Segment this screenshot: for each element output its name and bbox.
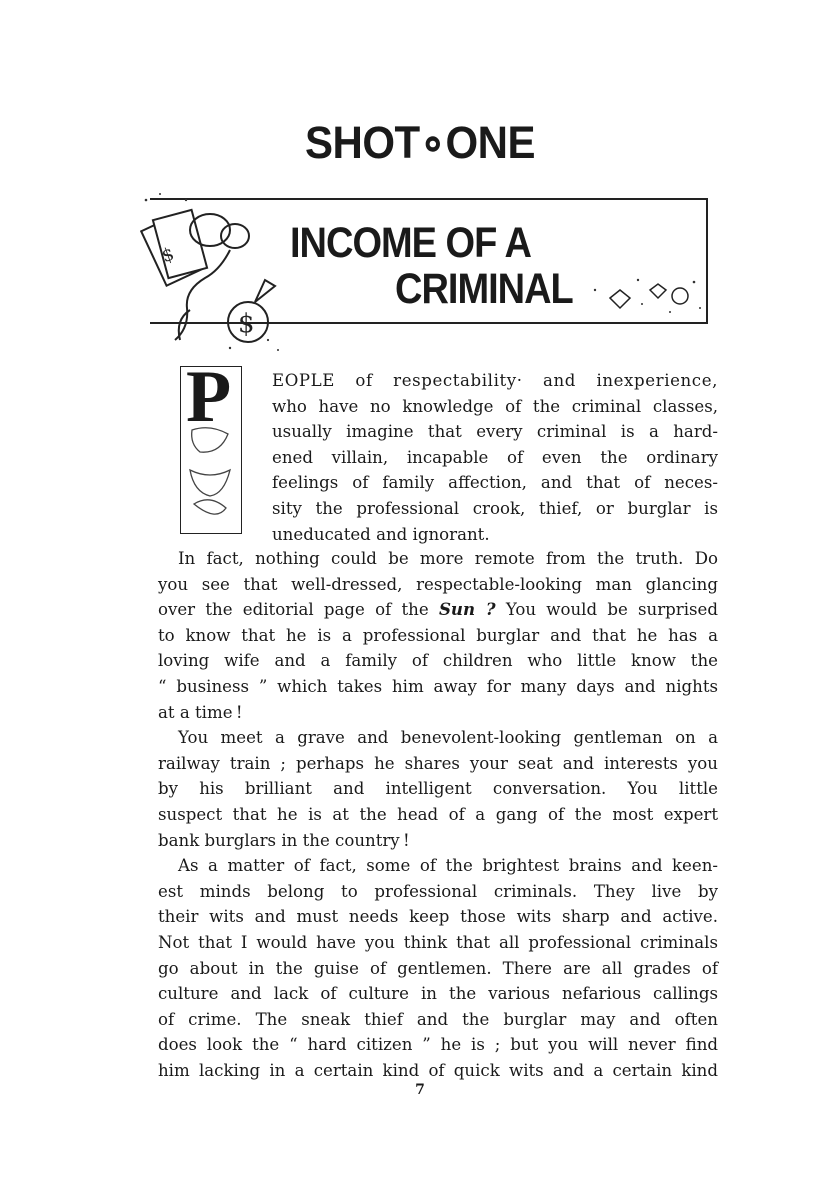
text-line	[158, 597, 718, 623]
newspaper-name: Sun ?	[438, 599, 496, 620]
text-line: You meet a grave and benevolent-looking gentleman on a	[178, 728, 718, 748]
text-line: feelings of family affection, and that of neces-	[272, 473, 718, 493]
text-line: ened villain, incapable of even the ordinary	[272, 447, 718, 467]
first-paragraph	[272, 368, 718, 547]
svg-text:$: $	[238, 309, 255, 339]
page-number: 7	[415, 1082, 425, 1098]
text-line: bank burglars in the country !	[158, 830, 410, 850]
text-line: usually imagine that every criminal is a hard-	[272, 422, 718, 442]
text-line: their wits and must needs keep those wits sharp and active.	[158, 907, 718, 927]
text-line: EOPLE of respectability· and inexperience,	[272, 371, 718, 390]
jewels-ornament	[590, 268, 710, 318]
text-line: suspect that he is at the head of a gang of the most expert	[158, 804, 718, 824]
text-line: to know that he is a professional burglar and that he has a	[158, 625, 718, 645]
text-line: at a time !	[158, 702, 243, 722]
dropcap-floral-ornament	[182, 420, 238, 530]
text-line: est minds belong to professional criminals. They live by	[158, 881, 718, 901]
text-line: of crime. The sneak thief and the burglar may and often	[158, 1009, 718, 1029]
text-line: loving wife and a family of children who little know the	[158, 651, 718, 671]
handcuffs-money-ornament	[140, 190, 290, 360]
text-line: As a matter of fact, some of the brightest brains and keen-	[178, 856, 718, 876]
text-line: you see that well-dressed, respectable-looking man glancing	[158, 574, 718, 594]
text-line: does look the “ hard citizen ” he is ; but you will never find	[158, 1035, 718, 1055]
text-line: Not that I would have you think that all professional criminals	[158, 932, 718, 952]
svg-text:$: $	[159, 243, 178, 268]
text-line: go about in the guise of gentlemen. There are all grades of	[158, 958, 718, 978]
page-title: SHOT∘ONE	[305, 117, 535, 168]
text-span: You would be surprised	[495, 600, 718, 620]
text-line: sity the professional crook, thief, or burglar is	[272, 498, 718, 518]
text-line: who have no knowledge of the criminal classes,	[272, 396, 718, 416]
body-text	[158, 546, 718, 1083]
text-span: over the editorial page of the	[158, 600, 439, 620]
text-line: culture and lack of culture in the various nefarious callings	[158, 984, 718, 1004]
text-line: by his brilliant and intelligent conversation. You little	[158, 779, 718, 799]
chapter-title-line-2: CRIMINAL	[395, 266, 573, 314]
text-line: him lacking in a certain kind of quick wits and a certain kind	[158, 1060, 718, 1080]
text-line: uneducated and ignorant.	[272, 524, 490, 544]
text-line: railway train ; perhaps he shares your seat and interests you	[158, 753, 718, 773]
chapter-title-line-1: INCOME OF A	[290, 220, 531, 268]
dropcap-letter: P	[186, 356, 232, 438]
text-line: “ business ” which takes him away for many days and nights	[158, 676, 718, 696]
text-line: In fact, nothing could be more remote from the truth. Do	[178, 549, 718, 568]
